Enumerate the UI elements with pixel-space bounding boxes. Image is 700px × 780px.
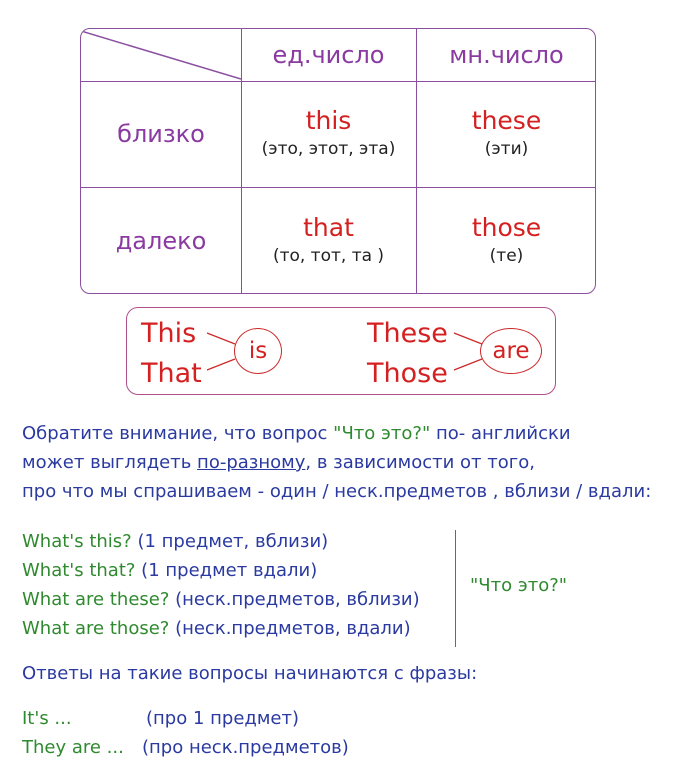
note-text: Обратите внимание, что вопрос (22, 423, 334, 444)
note-underlined: по-разному (197, 452, 306, 473)
questions-translation: "Что это?" (470, 575, 568, 596)
question-note: (1 предмет вдали) (135, 560, 318, 581)
translation-that: (то, тот, та ) (272, 246, 385, 266)
translation-these: (эти) (484, 139, 529, 159)
question-english: What are those? (22, 618, 170, 639)
note-text: по- английски (430, 423, 571, 444)
word-those: those (471, 213, 542, 242)
header-plural: мн.число (449, 41, 564, 69)
question-row (22, 614, 411, 643)
translation-this: (это, этот, эта) (261, 139, 396, 159)
answers-intro: Ответы на такие вопросы начинаются с фразы: (22, 663, 478, 684)
question-english: What are these? (22, 589, 170, 610)
note-line-1 (22, 419, 571, 448)
translation-those: (те) (489, 246, 524, 266)
demonstratives-table (80, 28, 596, 294)
question-note: (неск.предметов, вдали) (169, 618, 411, 639)
header-singular: ед.число (272, 41, 385, 69)
question-row (22, 527, 328, 556)
answer-phrase: They are ... (22, 737, 124, 758)
note-line-2 (22, 448, 535, 477)
note-text: может выглядеть (22, 452, 198, 473)
corner-diagonal (81, 29, 241, 81)
answer-phrase: It's ... (22, 708, 72, 729)
question-note: (неск.предметов, вблизи) (169, 589, 420, 610)
word-that: that (303, 213, 354, 242)
verb-is-circle: is (234, 328, 282, 374)
question-row (22, 585, 420, 614)
row-label-near: близко (117, 120, 205, 148)
question-english: What's this? (22, 531, 132, 552)
verb-agreement-box (126, 307, 556, 395)
phrase-these: These (367, 318, 448, 349)
phrase-those: Those (367, 358, 448, 389)
cell-this (241, 81, 416, 187)
note-question: "Что это?" (333, 423, 431, 444)
cell-that (241, 187, 416, 294)
phrase-that: That (141, 358, 202, 389)
row-label-far: далеко (115, 227, 207, 255)
cell-those (416, 187, 596, 294)
note-line-3: про что мы спрашиваем - один / неск.предметов , вблизи / вдали: (22, 481, 652, 502)
question-english: What's that? (22, 560, 136, 581)
note-text: , в зависимости от того, (305, 452, 535, 473)
verb-are-circle: are (480, 328, 542, 374)
answer-note: (про неск.предметов) (142, 737, 349, 758)
question-note: (1 предмет, вблизи) (131, 531, 329, 552)
word-these: these (471, 106, 542, 135)
word-this: this (305, 106, 352, 135)
question-row (22, 556, 317, 585)
phrase-this: This (141, 318, 197, 349)
questions-separator (455, 530, 456, 647)
cell-these (416, 81, 596, 187)
answer-note: (про 1 предмет) (146, 708, 299, 729)
